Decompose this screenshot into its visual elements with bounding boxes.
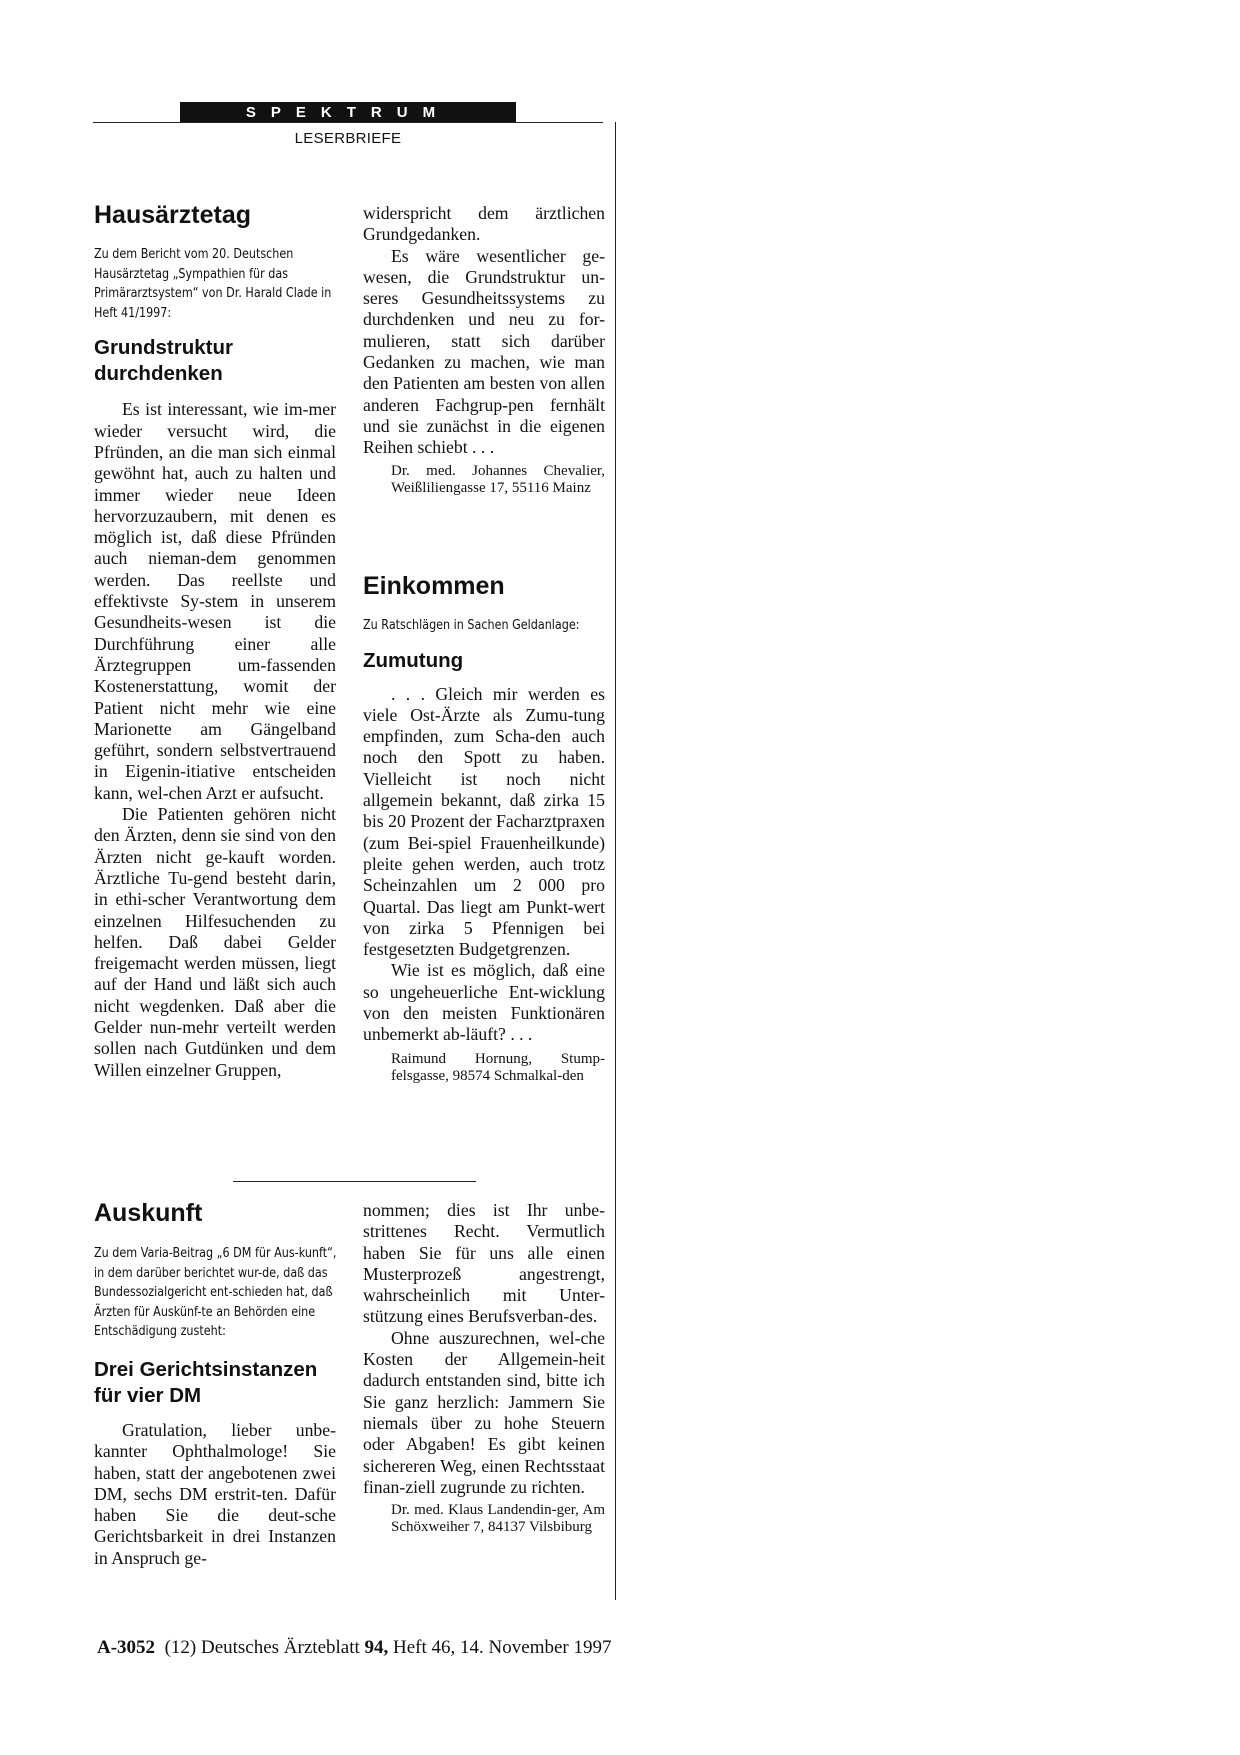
section-separator: [233, 1181, 476, 1182]
topic-heading: Auskunft: [94, 1199, 203, 1227]
paragraph: . . . Gleich mir werden es viele Ost-Ärzte als Zumu-tung empfinden, zum Scha-den auch noch den Spott zu haben. Vielleicht ist noch nicht allgemein bekannt, daß zirka 15 bis 20 Prozent der Facharztpraxen (zum Bei-spiel Frauenheilkunde) pleite gehen werden, auch trotz Scheinzahlen um 2 000 pro Quartal. Das liegt am Punkt-wert von zirka 5 Pfennigen bei festgesetzten Budgetgrenzen.: [363, 683, 605, 960]
letter-signature: Dr. med. Klaus Landendin-ger, Am Schöxweiher 7, 84137 Vilsbiburg: [391, 1502, 605, 1536]
letter-body: [363, 684, 605, 1046]
letter-intro: Zu dem Bericht vom 20. Deutschen Hausärztetag „Sympathien für das Primärarztsystem“ von Dr. Harald Clade in Heft 41/1997:: [94, 247, 332, 321]
letter-body-continued: [363, 1200, 605, 1498]
topic-heading: Hausärztetag: [94, 201, 251, 229]
letter-body: [94, 399, 336, 1081]
paragraph: widerspricht dem ärztlichen Grundgedanken.: [363, 203, 605, 245]
paragraph: Gratulation, lieber unbe-kannter Ophthalmologe! Sie haben, statt der angebotenen zwei DM, sechs DM erstrit-ten. Dafür haben Sie die deut-sche Gerichtsbarkeit in drei Instanzen in Anspruch ge-: [94, 1419, 336, 1568]
page-footer: [97, 1637, 612, 1659]
letter-headline: Drei Gerichtsinstanzen für vier DM: [94, 1357, 318, 1407]
letter-signature: Raimund Hornung, Stump-felsgasse, 98574 Schmalkal-den: [391, 1050, 605, 1084]
letter-body: [94, 1420, 336, 1569]
section-band: [180, 102, 516, 123]
paragraph: Die Patienten gehören nicht den Ärzten, denn sie sind von den Ärzten nicht ge-kauft worden. Ärztliche Tu-gend besteht darin, in ethi-scher Verantwortung dem einzelnen Hilfesuchenden zu helfen. Daß dabei Gelder freigemacht werden müssen, liegt auf der Hand und läßt sich auch nicht wegdenken. Daß aber die Gelder nun-mehr verteilt werden sollen nach Gutdünken und dem Willen einzelner Gruppen,: [94, 804, 336, 1080]
topic-heading: Einkommen: [363, 572, 505, 600]
paragraph: nommen; dies ist Ihr unbe-strittenes Recht. Vermutlich haben Sie für uns alle einen Musterprozeß angestrengt, wahrscheinlich mit Unter-stützung eines Berufsverban-des.: [363, 1200, 605, 1327]
paragraph: Ohne auszurechnen, wel-che Kosten der Allgemein-heit dadurch entstanden sind, bitte ich Sie ganz herzlich: Jammern Sie niemals über zu hohe Steuern oder Abgaben! Es gibt keinen sichereren Weg, einen Rechtsstaat finan-ziell zugrunde zu richten.: [363, 1327, 605, 1497]
section-title: SPEKTRUM: [245, 104, 451, 121]
page-code: A-3052: [97, 1637, 156, 1658]
letter-signature: Dr. med. Johannes Chevalier, Weißliliengasse 17, 55116 Mainz: [391, 462, 605, 496]
letter-hausaerztetag-col1: [94, 200, 336, 1081]
letter-hausaerztetag-col2: [363, 203, 605, 497]
issue-date: Heft 46, 14. November 1997: [393, 1637, 612, 1658]
volume: 94,: [364, 1637, 389, 1658]
paragraph: Es ist interessant, wie im-mer wieder versucht wird, die Pfründen, an die man sich einmal gewöhnt hat, auch zu halten und immer wieder neue Ideen hervorzuzaubern, mit denen es möglich ist, daß diese Pfründen auch nieman-dem genommen werden. Das reellste und effektivste Sy-stem in unserem Gesundheits-wesen ist die Durchführung einer alle Ärztegruppen um-fassenden Kostenerstattung, womit der Patient nicht mehr wie eine Marionette am Gängelband geführt, sondern selbstvertrauend in Eigenin-itiative entscheiden kann, wel-chen Arzt er aufsucht.: [94, 399, 336, 803]
page-number: (12): [164, 1637, 197, 1658]
journal-name: Deutsches Ärzteblatt: [200, 1637, 360, 1658]
letter-body-continued: [363, 203, 605, 459]
letter-einkommen: [363, 571, 605, 1085]
header-rule: [93, 122, 603, 123]
letter-auskunft-col1: [94, 1198, 336, 1569]
letter-intro: Zu Ratschlägen in Sachen Geldanlage:: [363, 618, 580, 633]
letter-auskunft-col2: [363, 1200, 605, 1537]
letter-headline: Grundstruktur durchdenken: [94, 336, 233, 386]
column-divider: [615, 122, 616, 1600]
paragraph: Wie ist es möglich, daß eine so ungeheuerliche Ent-wicklung von den meisten Funktionären unbemerkt ab-läuft? . . .: [363, 960, 605, 1045]
letter-headline: Zumutung: [363, 648, 464, 672]
paragraph: Es wäre wesentlicher ge-wesen, die Grundstruktur un-seres Gesundheitssystems zu durchdenken und neu zu for-mulieren, statt sich darüber Gedanken zu machen, wie man den Patienten am besten von allen anderen Fachgrup-pen fernhält und sie zunächst in die eigenen Reihen schiebt . . .: [363, 245, 605, 458]
letter-intro: Zu dem Varia-Beitrag „6 DM für Aus-kunft“, in dem darüber berichtet wur-de, daß das Bundessozialgericht ent-schieden hat, daß Ärzten für Auskünf-te an Behörden eine Entschädigung zusteht:: [94, 1246, 337, 1340]
subsection-title: LESERBRIEFE: [294, 130, 402, 147]
